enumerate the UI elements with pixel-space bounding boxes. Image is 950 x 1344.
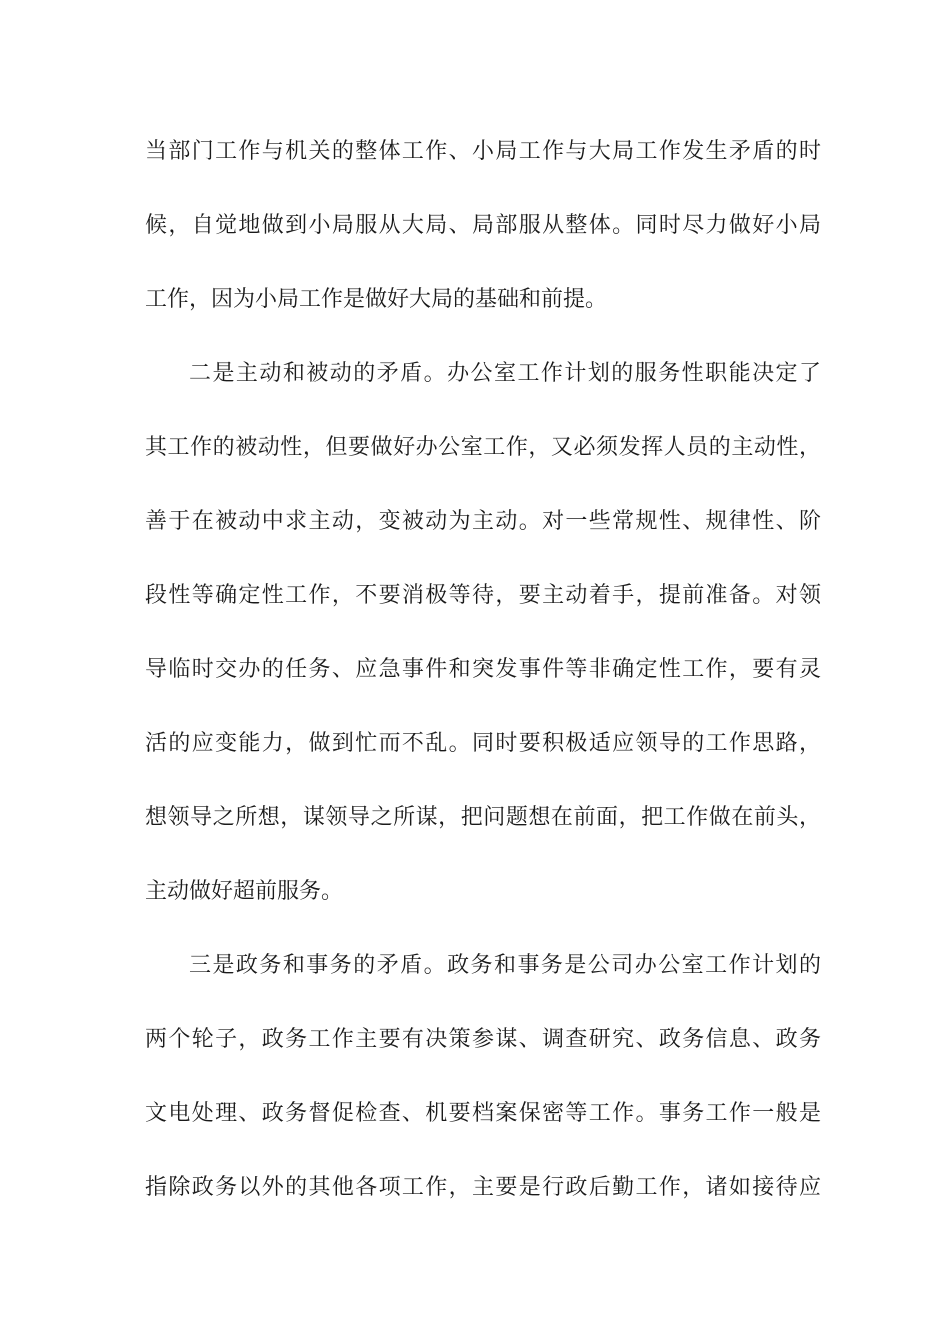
text-line: 想领导之所想，谋领导之所谋，把问题想在前面，把工作做在前头，	[145, 805, 821, 830]
text-line: 主动做好超前服务。	[145, 879, 344, 904]
text-line: 导临时交办的任务、应急事件和突发事件等非确定性工作，要有灵	[145, 657, 821, 682]
body-text	[145, 128, 821, 1238]
text-line: 候，自觉地做到小局服从大局、局部服从整体。同时尽力做好小局	[145, 213, 821, 238]
text-line: 工作，因为小局工作是做好大局的基础和前提。	[145, 287, 608, 312]
text-line: 当部门工作与机关的整体工作、小局工作与大局工作发生矛盾的时	[145, 139, 821, 164]
text-line: 两个轮子，政务工作主要有决策参谋、调查研究、政务信息、政务	[145, 1027, 821, 1052]
text-line: 活的应变能力，做到忙而不乱。同时要积极适应领导的工作思路，	[145, 731, 821, 756]
text-line: 段性等确定性工作，不要消极等待，要主动着手，提前准备。对领	[145, 583, 821, 608]
text-line: 三是政务和事务的矛盾。政务和事务是公司办公室工作计划的	[189, 953, 821, 978]
text-line: 善于在被动中求主动，变被动为主动。对一些常规性、规律性、阶	[145, 509, 821, 534]
text-line: 指除政务以外的其他各项工作，主要是行政后勤工作，诸如接待应	[145, 1175, 821, 1200]
text-line: 二是主动和被动的矛盾。办公室工作计划的服务性职能决定了	[189, 361, 821, 386]
text-line: 其工作的被动性，但要做好办公室工作，又必须发挥人员的主动性，	[145, 435, 821, 460]
text-line: 文电处理、政务督促检查、机要档案保密等工作。事务工作一般是	[145, 1101, 821, 1126]
